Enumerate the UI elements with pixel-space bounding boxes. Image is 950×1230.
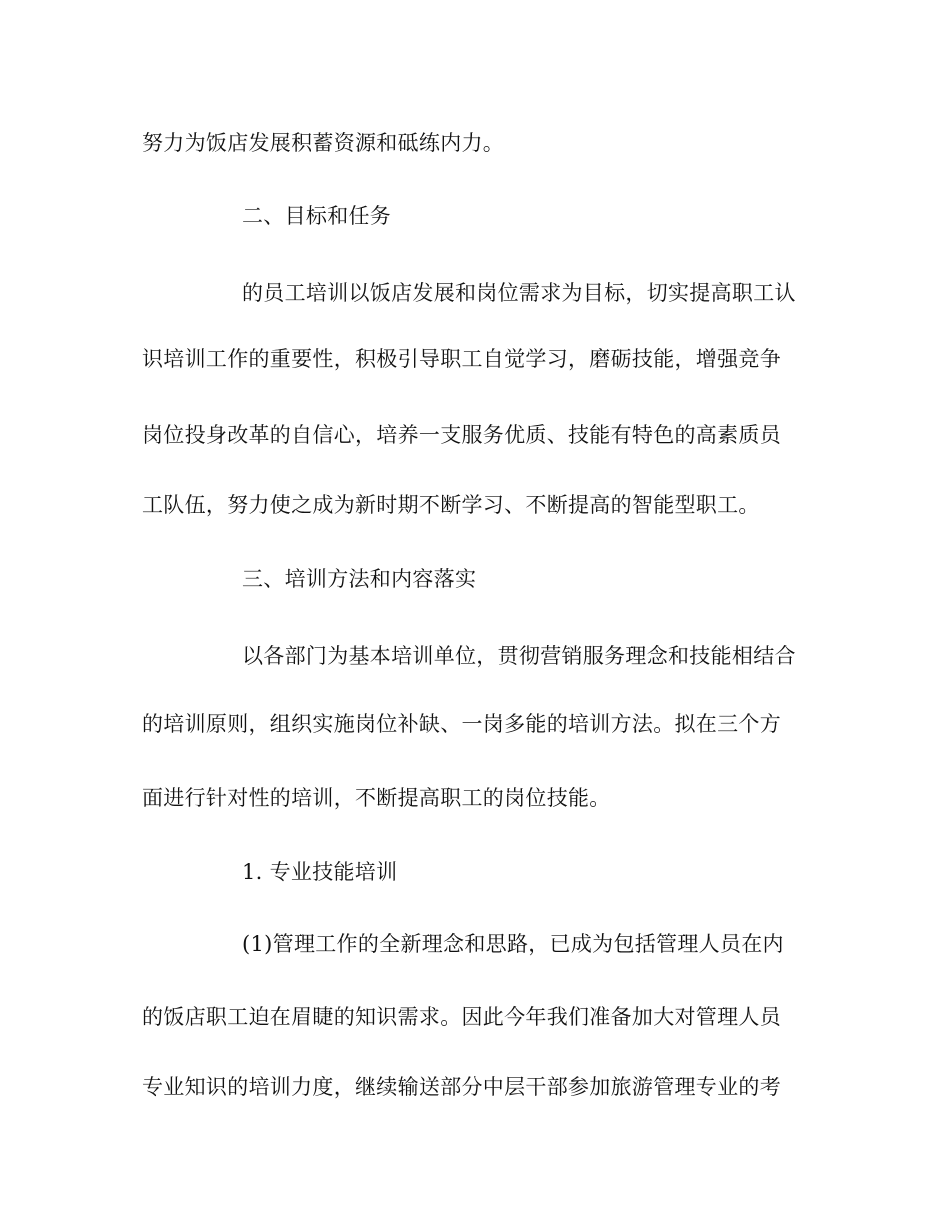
- paragraph-line: (1)管理工作的全新理念和思路，已成为包括管理人员在内: [242, 932, 784, 956]
- paragraph-line: 专业知识的培训力度，继续输送部分中层干部参加旅游管理专业的考: [142, 1075, 781, 1099]
- section-heading: 二、目标和任务: [242, 204, 392, 228]
- paragraph-line: 的培训原则，组织实施岗位补缺、一岗多能的培训方法。拟在三个方: [142, 712, 781, 736]
- paragraph-line: 工队伍，努力使之成为新时期不断学习、不断提高的智能型职工。: [142, 493, 760, 517]
- paragraph-line: 岗位投身改革的自信心，培养一支服务优质、技能有特色的高素质员: [142, 423, 781, 447]
- paragraph-line: 面进行针对性的培训，不断提高职工的岗位技能。: [142, 786, 611, 810]
- paragraph-line: 识培训工作的重要性，积极引导职工自觉学习，磨砺技能，增强竞争: [142, 347, 781, 371]
- paragraph-line: 以各部门为基本培训单位，贯彻营销服务理念和技能相结合: [242, 644, 796, 668]
- paragraph-line: 的员工培训以饭店发展和岗位需求为目标，切实提高职工认: [242, 281, 796, 305]
- paragraph-line: 努力为饭店发展积蓄资源和砥练内力。: [142, 131, 505, 155]
- subsection-heading: 1. 专业技能培训: [242, 860, 398, 884]
- paragraph-line: 的饭店职工迫在眉睫的知识需求。因此今年我们准备加大对管理人员: [142, 1005, 781, 1029]
- section-heading: 三、培训方法和内容落实: [242, 567, 477, 591]
